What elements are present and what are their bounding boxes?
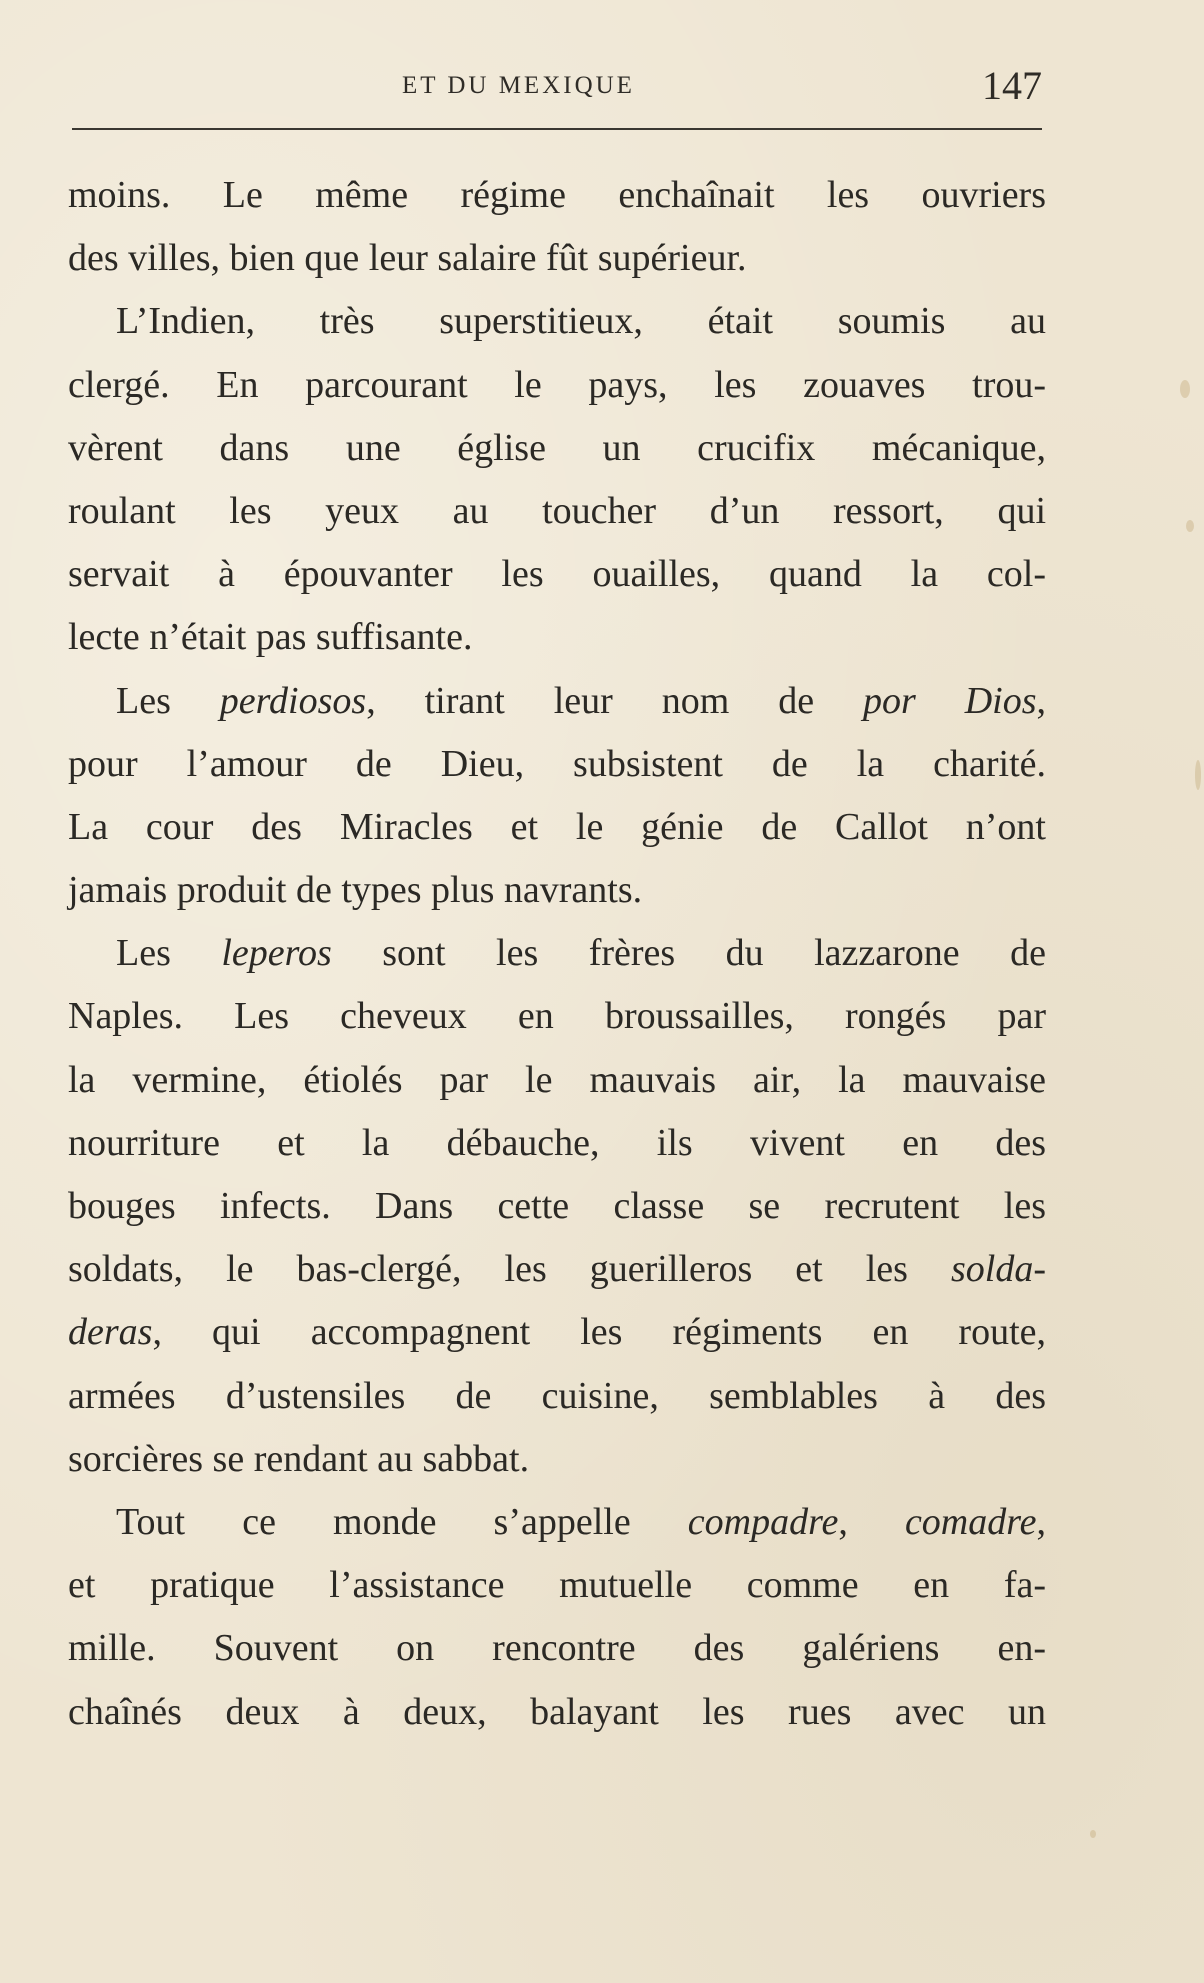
text-segment: lecte n’était pas suffisante. xyxy=(68,616,473,659)
text-line xyxy=(68,543,1046,606)
text-segment: L’Indien, très superstitieux, était soumis au xyxy=(116,300,1046,343)
italic-text: deras xyxy=(68,1311,153,1354)
text-line xyxy=(68,985,1046,1048)
text-segment: Tout ce monde s’appelle xyxy=(116,1500,688,1543)
paper-stain xyxy=(1090,1830,1096,1838)
italic-text: comadre xyxy=(904,1500,1037,1543)
text-line xyxy=(68,1238,1046,1301)
page-header xyxy=(72,62,1042,112)
paper-stain xyxy=(1195,760,1201,790)
text-segment: Naples. Les cheveux en broussailles, rongés par xyxy=(68,995,1046,1038)
italic-text: por Dios xyxy=(863,679,1037,722)
text-segment: , xyxy=(1036,679,1046,722)
text-line xyxy=(68,290,1046,353)
italic-text: solda- xyxy=(951,1248,1046,1291)
italic-text: leperos xyxy=(221,932,332,975)
text-line xyxy=(68,1617,1046,1680)
text-segment: la vermine, étiolés par le mauvais air, la mauvaise xyxy=(68,1058,1046,1101)
paper-stain xyxy=(1180,380,1190,398)
text-segment: mille. Souvent on rencontre des galériens en- xyxy=(68,1627,1046,1670)
text-segment: , tirant leur nom de xyxy=(366,679,863,722)
text-segment: vèrent dans une église un crucifix mécanique, xyxy=(68,426,1046,469)
text-segment: soldats, le bas-clergé, les guerilleros et les xyxy=(68,1248,951,1291)
text-segment: , qui accompagnent les régiments en route, xyxy=(152,1311,1046,1354)
text-line xyxy=(68,733,1046,796)
text-line xyxy=(68,1112,1046,1175)
text-line xyxy=(68,1681,1046,1744)
text-line xyxy=(68,1175,1046,1238)
text-segment: nourriture et la débauche, ils vivent en des xyxy=(68,1121,1046,1164)
running-head: ET DU MEXIQUE xyxy=(402,72,635,99)
text-segment: bouges infects. Dans cette classe se recrutent les xyxy=(68,1185,1046,1227)
text-line xyxy=(68,796,1046,859)
paper-stain xyxy=(1186,520,1194,532)
text-line xyxy=(68,1365,1046,1428)
text-line xyxy=(68,670,1046,733)
text-segment: pour l’amour de Dieu, subsistent de la charité. xyxy=(68,742,1046,785)
text-segment: , xyxy=(838,1500,905,1543)
text-line xyxy=(68,1554,1046,1617)
text-segment: moins. Le même régime enchaînait les ouvriers xyxy=(68,174,1046,216)
text-line xyxy=(68,480,1046,543)
text-line xyxy=(68,354,1046,417)
text-segment: et pratique l’assistance mutuelle comme en fa- xyxy=(68,1564,1046,1607)
text-segment: jamais produit de types plus navrants. xyxy=(68,869,643,912)
text-segment: , xyxy=(1036,1500,1046,1543)
text-line xyxy=(68,1428,1046,1491)
text-segment: clergé. En parcourant le pays, les zouaves trou- xyxy=(68,363,1046,406)
text-segment: roulant les yeux au toucher d’un ressort, qui xyxy=(68,489,1046,532)
text-segment: Les xyxy=(116,679,220,722)
text-line xyxy=(68,1301,1046,1364)
text-segment: Les xyxy=(116,932,222,975)
text-segment: chaînés deux à deux, balayant les rues avec un xyxy=(68,1690,1046,1733)
text-segment: La cour des Miracles et le génie de Callot n’ont xyxy=(68,805,1046,848)
text-line xyxy=(68,164,1046,227)
text-line xyxy=(68,417,1046,480)
text-segment: servait à épouvanter les ouailles, quand la col- xyxy=(68,553,1046,596)
text-segment: armées d’ustensiles de cuisine, semblables à des xyxy=(68,1374,1046,1417)
text-line xyxy=(68,606,1046,669)
italic-text: perdiosos xyxy=(219,679,367,722)
text-line xyxy=(68,1491,1046,1554)
body-text xyxy=(68,164,1046,1744)
text-line xyxy=(68,922,1046,985)
page-number: 147 xyxy=(982,63,1042,108)
text-segment: sont les frères du lazzarone de xyxy=(331,932,1046,975)
text-segment: des villes, bien que leur salaire fût supérieur. xyxy=(68,237,747,280)
text-line xyxy=(68,859,1046,922)
text-line xyxy=(68,227,1046,290)
header-rule xyxy=(72,128,1042,130)
text-line xyxy=(68,1049,1046,1112)
italic-text: compadre xyxy=(687,1500,839,1543)
text-segment: sorcières se rendant au sabbat. xyxy=(68,1437,530,1480)
